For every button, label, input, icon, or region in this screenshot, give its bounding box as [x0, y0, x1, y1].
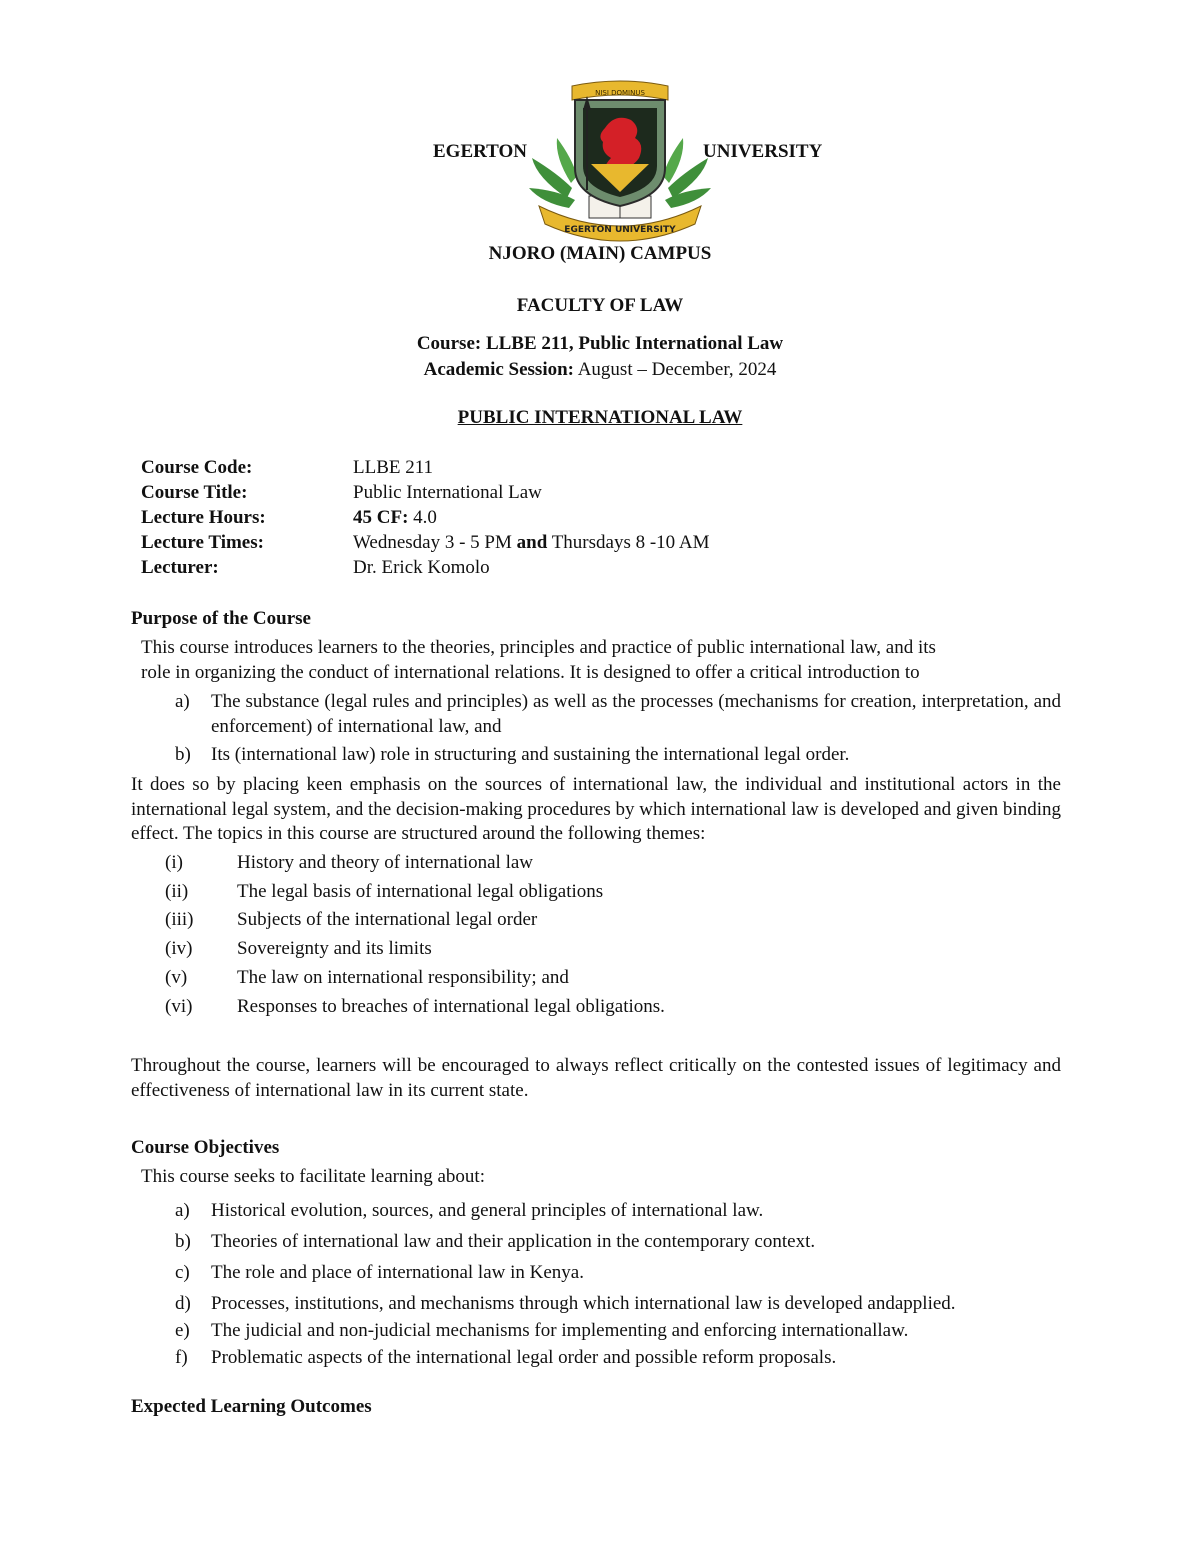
theme-marker: (iii) — [165, 909, 194, 930]
crest-banner: EGERTON UNIVERSITY — [564, 225, 676, 235]
objective-text: The judicial and non-judicial mechanisms for implementing and enforcing internationallaw. — [211, 1320, 909, 1341]
info-value: Dr. Erick Komolo — [353, 557, 490, 578]
objective-marker: b) — [175, 1231, 191, 1252]
list-marker: a) — [175, 691, 190, 712]
info-row-lecturer — [141, 557, 1041, 582]
theme-marker: (vi) — [165, 996, 193, 1017]
objective-text: The role and place of international law in Kenya. — [211, 1262, 584, 1283]
list-item — [175, 743, 1065, 769]
university-name-right: UNIVERSITY — [703, 141, 823, 162]
university-crest-logo — [527, 78, 713, 244]
campus-name: NJORO (MAIN) CAMPUS — [488, 243, 712, 264]
info-label: Course Title: — [141, 482, 248, 503]
purpose-paragraph-3: Throughout the course, learners will be encouraged to always reflect critically on the contested issues of legitimacy and effectiveness of international law in its current state. — [131, 1055, 1061, 1101]
info-row-lecture-hours — [141, 507, 1041, 532]
theme-text: The law on international responsibility; and — [237, 967, 569, 988]
document-title: PUBLIC INTERNATIONAL LAW — [457, 407, 743, 428]
list-text: Its (international law) role in structuring and sustaining the international legal order. — [211, 744, 850, 765]
info-value-b: Thursdays 8 -10 AM — [547, 532, 710, 553]
objective-text: Problematic aspects of the international legal order and possible reform proposals. — [211, 1347, 837, 1368]
objective-marker: a) — [175, 1200, 190, 1221]
theme-text: Subjects of the international legal order — [237, 909, 538, 930]
info-value-a: Wednesday 3 - 5 PM — [353, 532, 517, 553]
theme-marker: (i) — [165, 852, 183, 873]
objective-marker: f) — [175, 1347, 188, 1368]
objective-marker: c) — [175, 1262, 190, 1283]
list-item — [175, 690, 1065, 740]
section-heading-purpose: Purpose of the Course — [131, 608, 311, 629]
list-marker: b) — [175, 744, 191, 765]
info-row-course-title — [141, 482, 1041, 507]
info-value — [353, 507, 437, 529]
list-text: The substance (legal rules and principles) as well as the processes (mechanisms for creation, interpretation, and enforcement) of international law, and — [211, 691, 1061, 737]
info-value-bold: 45 CF: — [353, 507, 409, 528]
info-value: Public International Law — [353, 482, 542, 503]
theme-marker: (v) — [165, 967, 188, 988]
course-line: Course: LLBE 211, Public International Law — [416, 333, 784, 354]
session-label: Academic Session: — [423, 359, 574, 380]
objective-marker: d) — [175, 1293, 191, 1314]
objective-text: Processes, institutions, and mechanisms through which international law is developed andapplied. — [211, 1293, 956, 1314]
info-row-course-code — [141, 457, 1041, 482]
section-heading-outcomes: Expected Learning Outcomes — [131, 1396, 372, 1417]
info-value — [353, 532, 710, 554]
info-row-lecture-times — [141, 532, 1041, 557]
info-label: Course Code: — [141, 457, 253, 478]
info-value-rest: 4.0 — [408, 507, 437, 528]
faculty-name: FACULTY OF LAW — [516, 295, 684, 316]
objective-text: Theories of international law and their application in the contemporary context. — [211, 1231, 816, 1252]
section-heading-objectives: Course Objectives — [131, 1137, 280, 1158]
info-label: Lecture Hours: — [141, 507, 266, 528]
purpose-paragraph-2: It does so by placing keen emphasis on the sources of international law, the individual and institutional actors in the international legal system, and the decision-making procedures by which international law is developed and given binding effect. The topics in this course are structured around the following themes: — [131, 774, 1061, 844]
session-value: August – December, 2024 — [574, 359, 777, 380]
academic-session — [0, 359, 1200, 381]
purpose-intro-line-1: This course introduces learners to the theories, principles and practice of public international law, and its — [141, 637, 936, 658]
theme-marker: (ii) — [165, 881, 189, 902]
info-value-and: and — [516, 532, 548, 553]
theme-text: Responses to breaches of international legal obligations. — [237, 996, 665, 1017]
theme-text: Sovereignty and its limits — [237, 938, 432, 959]
university-name-left: EGERTON — [433, 141, 528, 162]
crest-motto: NISI DOMINUS — [595, 89, 645, 97]
theme-marker: (iv) — [165, 938, 193, 959]
objective-marker: e) — [175, 1320, 190, 1341]
theme-text: The legal basis of international legal obligations — [237, 881, 604, 902]
objective-text: Historical evolution, sources, and general principles of international law. — [211, 1200, 764, 1221]
purpose-intro-line-2: role in organizing the conduct of international relations. It is designed to offer a critical introduction to — [141, 662, 920, 683]
info-value: LLBE 211 — [353, 457, 434, 478]
objectives-intro: This course seeks to facilitate learning about: — [141, 1166, 485, 1187]
info-label: Lecturer: — [141, 557, 219, 578]
info-label: Lecture Times: — [141, 532, 264, 553]
theme-text: History and theory of international law — [237, 852, 534, 873]
